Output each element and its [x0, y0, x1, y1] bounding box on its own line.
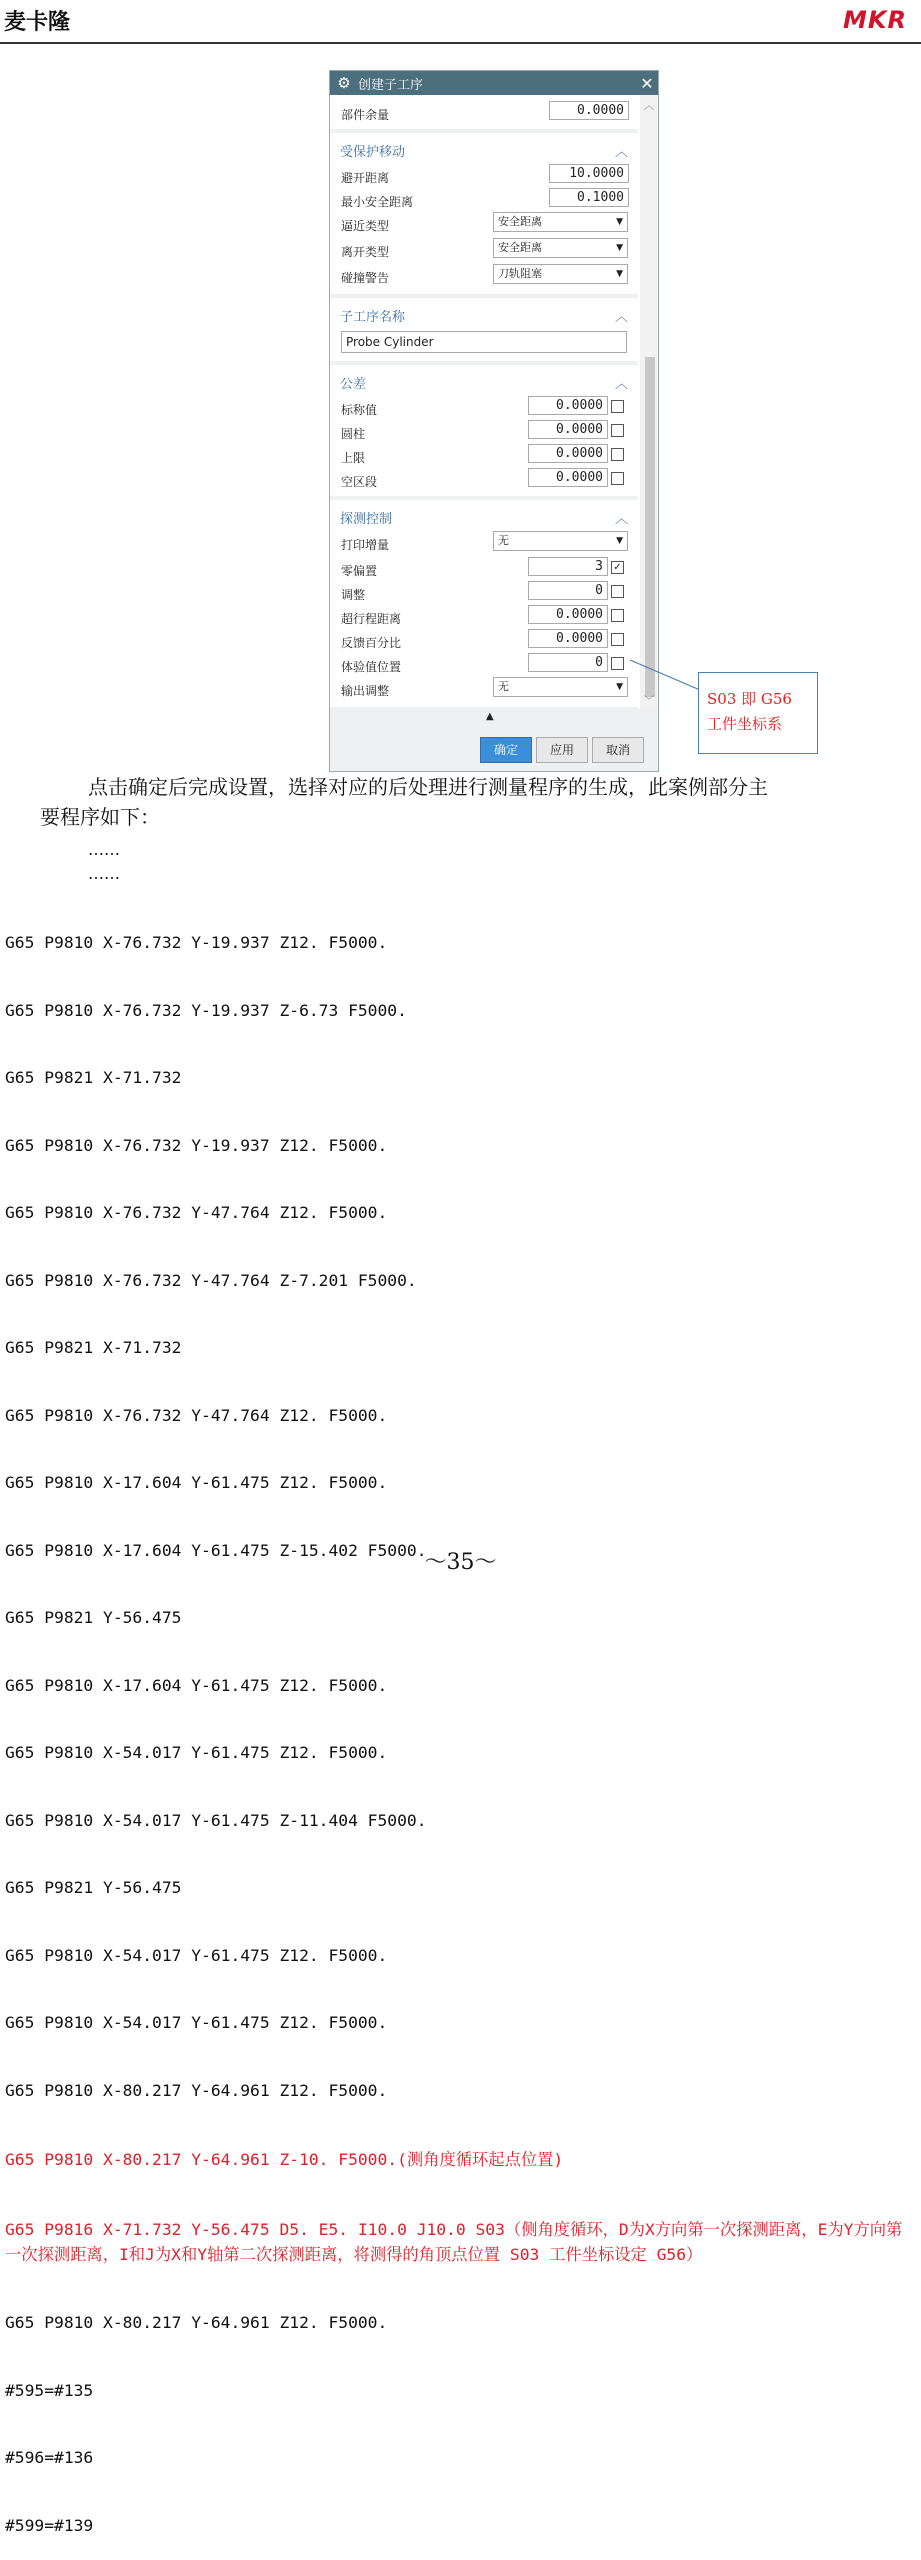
code-line: G65 P9810 X-80.217 Y-64.961 Z12. F5000.: [5, 2080, 388, 2100]
zero-offset-label: 零偏置: [341, 564, 378, 578]
departure-type-value: 安全距离: [498, 241, 542, 254]
chevron-down-icon: ▼: [616, 536, 623, 546]
feedback-percent-label: 反馈百分比: [341, 636, 402, 650]
nominal-input[interactable]: 0.0000: [528, 396, 608, 415]
nominal-label: 标称值: [341, 403, 378, 417]
collision-warning-value: 刀轨阻塞: [498, 267, 542, 280]
print-increment-value: 无: [498, 534, 509, 547]
sub-op-name-heading: 子工序名称: [340, 310, 406, 325]
min-safe-distance-input[interactable]: 0.1000: [549, 188, 629, 207]
gear-icon: ⚙: [337, 74, 351, 92]
callout-line-2: 工件坐标系: [707, 715, 783, 733]
code-line: G65 P9810 X-17.604 Y-61.475 Z12. F5000.: [5, 1675, 388, 1695]
callout-line-1: S03 即 G56: [707, 690, 792, 708]
code-line: G65 P9810 X-76.732 Y-19.937 Z-6.73 F5000.: [5, 1000, 407, 1020]
overtravel-input[interactable]: 0.0000: [528, 605, 608, 624]
ellipsis-1: ……: [88, 840, 120, 859]
collision-warning-label: 碰撞警告: [341, 271, 390, 285]
code-line: G65 P9810 X-76.732 Y-47.764 Z-7.201 F5000.: [5, 1270, 417, 1290]
avoid-distance-input[interactable]: 10.0000: [549, 164, 629, 183]
ellipsis-2: ……: [88, 864, 120, 883]
code-line: G65 P9810 X-54.017 Y-61.475 Z-11.404 F5000.: [5, 1810, 427, 1830]
empty-segment-label: 空区段: [341, 475, 378, 489]
code-line: G65 P9810 X-17.604 Y-61.475 Z-15.402 F5000.: [5, 1540, 427, 1560]
upper-limit-input[interactable]: 0.0000: [528, 444, 608, 463]
approach-type-label: 逼近类型: [341, 219, 390, 233]
probe-control-heading: 探测控制: [340, 512, 393, 527]
adjust-input[interactable]: 0: [528, 581, 608, 600]
chevron-down-icon: ▼: [616, 682, 623, 692]
print-increment-label: 打印增量: [341, 538, 390, 552]
code-line-highlight: G65 P9816 X-71.732 Y-56.475 D5. E5. I10.0 J10.0 S03（侧角度循环，D为X方向第一次探测距离，E为Y方向第一次探测距离，I和J为X和Y轴第二次探测距离，将测得的角顶点位置 S03 工件坐标设定 G56）: [5, 2220, 903, 2264]
code-line: G65 P9810 X-76.732 Y-19.937 Z12. F5000.: [5, 933, 388, 952]
paragraph-line-1: 点击确定后完成设置，选择对应的后处理进行测量程序的生成，此案例部分主: [88, 775, 768, 799]
code-line: G65 P9810 X-80.217 Y-64.961 Z12. F5000.: [5, 2313, 388, 2332]
scroll-up-icon[interactable]: ︿: [644, 101, 654, 112]
zero-offset-checkbox[interactable]: ✓: [611, 561, 624, 574]
chevron-down-icon: ▼: [616, 269, 623, 279]
sub-op-name-input[interactable]: Probe Cylinder: [341, 331, 627, 353]
collapse-arrow-icon[interactable]: ▲: [486, 711, 494, 722]
chevron-up-icon[interactable]: ︿: [614, 145, 628, 160]
code-line: G65 P9821 X-71.732: [5, 1068, 182, 1087]
code-line: G65 P9821 Y-56.475: [5, 1878, 182, 1897]
callout-box: [698, 672, 818, 754]
upper-limit-label: 上限: [341, 451, 366, 465]
feedback-percent-input[interactable]: 0.0000: [528, 629, 608, 648]
tolerance-heading: 公差: [340, 377, 367, 392]
code-line: G65 P9821 Y-56.475: [5, 1608, 182, 1627]
program-listing: [5, 887, 917, 2560]
code-line-highlight: G65 P9810 X-80.217 Y-64.961 Z-10. F5000.(测角度循环起点位置): [5, 2150, 564, 2169]
code-line: #596=#136: [5, 2448, 94, 2467]
paragraph-line-2: 要程序如下：: [40, 805, 160, 829]
code-line: #599=#139: [5, 2515, 94, 2535]
chevron-up-icon[interactable]: ︿: [614, 310, 628, 325]
ok-button[interactable]: 确定: [480, 737, 532, 763]
protected-move-heading: 受保护移动: [340, 145, 406, 160]
chevron-down-icon: ▼: [616, 243, 623, 253]
empty-segment-input[interactable]: 0.0000: [528, 468, 608, 487]
body-paragraph: [40, 772, 900, 832]
code-line: G65 P9810 X-76.732 Y-47.764 Z12. F5000.: [5, 1405, 388, 1425]
chevron-up-icon[interactable]: ︿: [614, 512, 628, 527]
cancel-button[interactable]: 取消: [592, 737, 644, 763]
overtravel-label: 超行程距离: [341, 612, 402, 626]
zero-offset-input[interactable]: 3: [528, 557, 608, 576]
code-line: G65 P9810 X-54.017 Y-61.475 Z12. F5000.: [5, 1743, 388, 1762]
code-line: G65 P9810 X-17.604 Y-61.475 Z12. F5000.: [5, 1473, 388, 1492]
header-title: 麦卡隆: [4, 10, 71, 35]
code-line: G65 P9810 X-76.732 Y-47.764 Z12. F5000.: [5, 1203, 388, 1222]
cylinder-label: 圆柱: [341, 427, 366, 441]
departure-type-label: 离开类型: [341, 245, 390, 259]
experience-position-input[interactable]: 0: [528, 653, 608, 672]
chevron-up-icon[interactable]: ︿: [614, 377, 628, 392]
avoid-distance-label: 避开距离: [341, 171, 390, 185]
part-stock-label: 部件余量: [341, 108, 390, 122]
apply-button[interactable]: 应用: [536, 737, 588, 763]
output-adjust-value: 无: [498, 680, 509, 693]
scroll-down-icon[interactable]: ﹀: [644, 696, 654, 707]
close-icon[interactable]: ✕: [640, 73, 654, 93]
chevron-down-icon: ▼: [616, 217, 623, 227]
page-number: ～35～: [424, 1550, 497, 1575]
dialog-title: 创建子工序: [358, 77, 424, 93]
code-line: G65 P9810 X-54.017 Y-61.475 Z12. F5000.: [5, 2013, 388, 2032]
adjust-label: 调整: [341, 588, 366, 602]
approach-type-value: 安全距离: [498, 215, 542, 228]
brand-logo: MKR: [843, 6, 907, 34]
code-line: G65 P9810 X-54.017 Y-61.475 Z12. F5000.: [5, 1945, 388, 1965]
min-safe-distance-label: 最小安全距离: [341, 195, 414, 209]
code-line: G65 P9810 X-76.732 Y-19.937 Z12. F5000.: [5, 1135, 388, 1155]
output-adjust-label: 输出调整: [341, 684, 390, 698]
code-line: #595=#135: [5, 2380, 94, 2400]
part-stock-input[interactable]: 0.0000: [549, 101, 629, 120]
experience-position-label: 体验值位置: [341, 660, 402, 674]
cylinder-input[interactable]: 0.0000: [528, 420, 608, 439]
code-line: G65 P9821 X-71.732: [5, 1338, 182, 1357]
